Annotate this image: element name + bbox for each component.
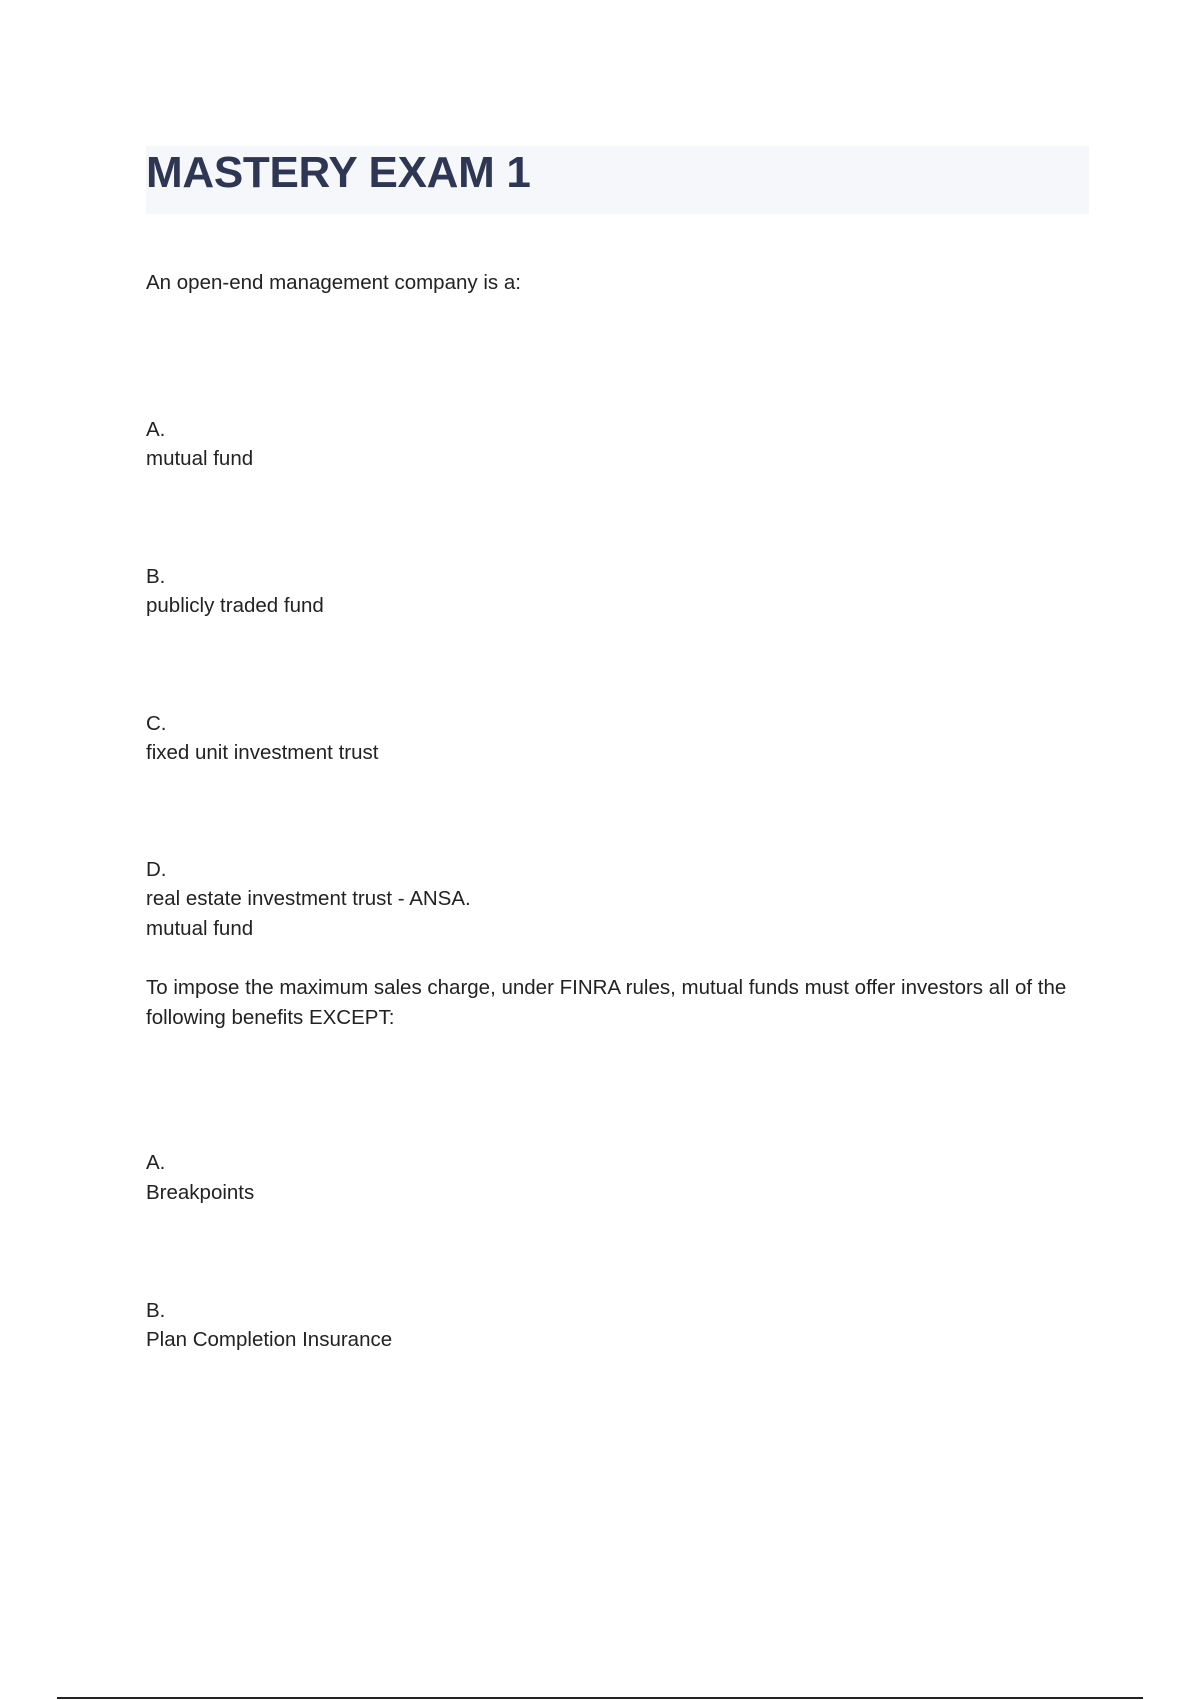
q1-option-d-letter: D. [146,858,167,881]
q1-option-a-letter: A. [146,418,166,441]
q2-option-a-letter: A. [146,1151,166,1174]
q2-option-b-text: Plan Completion Insurance [146,1328,393,1351]
q1-option-a-text: mutual fund [146,447,254,470]
question-2-prompt: To impose the maximum sales charge, under FINRA rules, mutual funds must offer investors all of the following benefits EXCEPT: [146,976,1067,1029]
q1-option-c-text: fixed unit investment trust [146,741,379,764]
footer-divider [57,1697,1143,1699]
q2-option-a-text: Breakpoints [146,1181,255,1204]
q2-option-b-letter: B. [146,1299,166,1322]
q1-option-c-letter: C. [146,712,167,735]
q1-answer: mutual fund [146,917,254,940]
q1-option-b-letter: B. [146,565,166,588]
q1-option-b-text: publicly traded fund [146,594,324,617]
q1-option-d-text: real estate investment trust - ANSA. [146,887,471,910]
page-title: MASTERY EXAM 1 [146,148,531,197]
question-1-prompt: An open-end management company is a: [146,271,521,294]
